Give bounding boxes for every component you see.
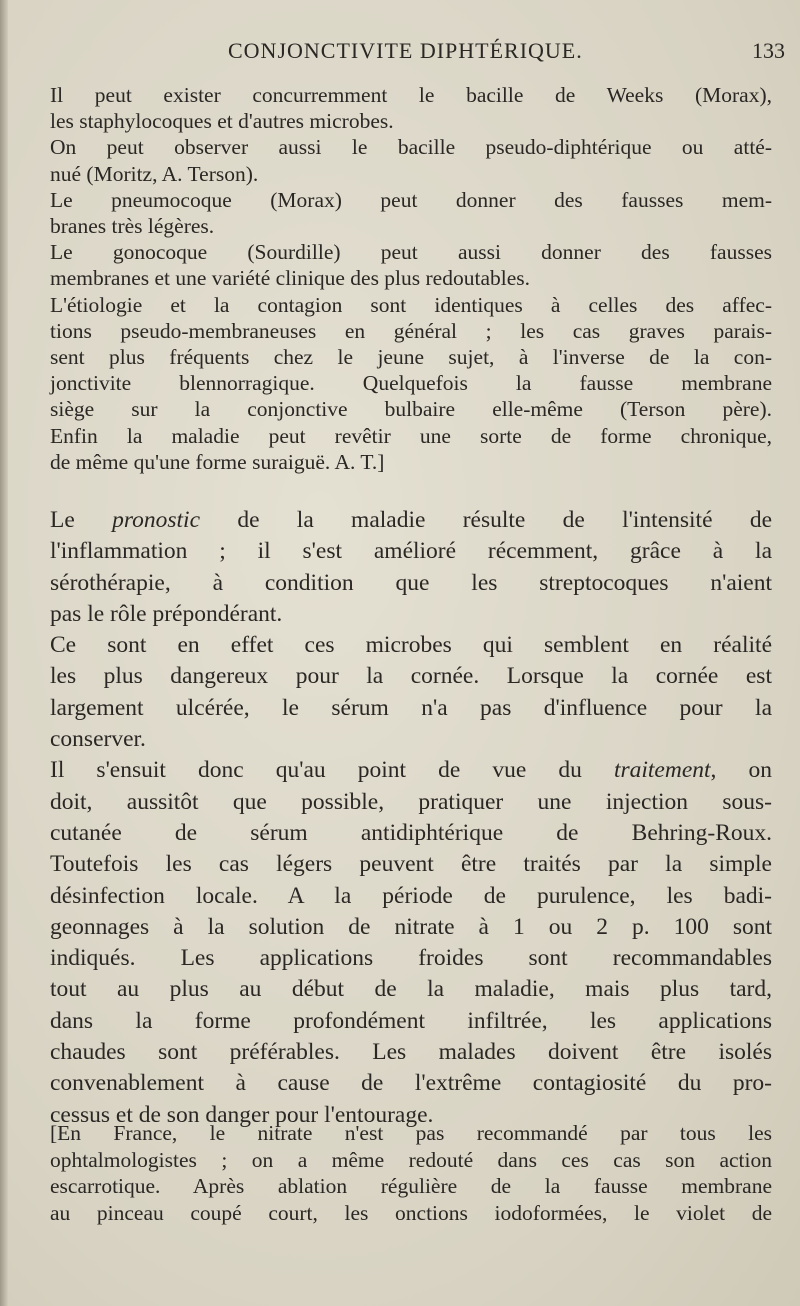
text-line: Toutefois les cas légers peuvent être traités par la simple (50, 851, 772, 878)
italic-term-traitement: traitement (613, 757, 711, 784)
text-line: Le pneumocoque (Morax) peut donner des fausses mem- (50, 187, 772, 212)
text-line: Le gonocoque (Sourdille) peut aussi donner des fausses (50, 240, 772, 265)
running-title: CONJONCTIVITE DIPHTÉRIQUE. (228, 38, 583, 63)
paragraph-france-note (50, 1120, 772, 1226)
text-line: au pinceau coupé court, les onctions iodoformées, le violet de (50, 1200, 772, 1225)
text-run: , on (710, 757, 772, 784)
text-line: les plus dangereux pour la cornée. Lorsque la cornée est (50, 663, 772, 690)
text-line (50, 505, 772, 536)
text-line: Enfin la maladie peut revêtir une sorte de forme chronique, (50, 423, 772, 448)
text-line: pas le rôle prépondérant. (50, 600, 283, 627)
text-line: L'étiologie et la contagion sont identiques à celles des affec- (50, 292, 772, 317)
text-line: conserver. (50, 726, 146, 753)
text-line: sent plus fréquents chez le jeune sujet, à l'inverse de la con- (50, 345, 772, 370)
text-line: les staphylocoques et d'autres microbes. (50, 109, 394, 134)
text-line: On peut observer aussi le bacille pseudo-diphtérique ou atté- (50, 135, 772, 160)
text-line: dans la forme profondément infiltrée, les applications (50, 1007, 772, 1034)
text-line: ophtalmologistes ; on a même redouté dans ces cas son action (50, 1147, 772, 1172)
text-line: chaudes sont préférables. Les malades doivent être isolés (50, 1039, 772, 1066)
text-line: siège sur la conjonctive bulbaire elle-même (Terson père). (50, 397, 772, 422)
paragraph-prognosis-treatment (50, 505, 772, 1131)
text-line: membranes et une variété clinique des plus redoutables. (50, 266, 531, 291)
text-line: sérothérapie, à condition que les streptocoques n'aient (50, 569, 772, 596)
text-line: largement ulcérée, le sérum n'a pas d'influence pour la (50, 694, 772, 721)
text-line: jonctivite blennorragique. Quelquefois la fausse membrane (50, 371, 772, 396)
text-line: doit, aussitôt que possible, pratiquer une injection sous- (50, 788, 772, 815)
text-line: branes très légères. (50, 214, 215, 239)
text-line: Il peut exister concurremment le bacille de Weeks (Morax), (50, 83, 772, 107)
text-line: Ce sont en effet ces microbes qui semblent en réalité (50, 632, 772, 659)
text-line: tions pseudo-membraneuses en général ; les cas graves parais- (50, 318, 772, 343)
text-line: convenablement à cause de l'extrême contagiosité du pro- (50, 1070, 772, 1097)
text-run: de la maladie résulte de l'intensité de (200, 507, 772, 533)
text-run: Il s'ensuit donc qu'au point de vue du (50, 757, 614, 784)
text-line: [En France, le nitrate n'est pas recommandé par tous les (50, 1121, 772, 1145)
text-line: cutanée de sérum antidiphtérique de Behring-Roux. (50, 819, 772, 846)
paragraph-etiology (50, 82, 772, 475)
text-line: indiqués. Les applications froides sont recommandables (50, 945, 772, 972)
page-binding-edge (0, 0, 8, 1306)
text-line: cessus et de son danger pour l'entourage. (50, 1101, 434, 1128)
text-line: l'inflammation ; il s'est amélioré récemment, grâce à la (50, 538, 772, 565)
text-line: de même qu'une forme suraiguë. A. T.] (50, 449, 385, 474)
text-line: escarrotique. Après ablation régulière de la fausse membrane (50, 1174, 772, 1198)
text-line (50, 755, 772, 786)
text-line: désinfection locale. A la période de purulence, les badi- (50, 882, 772, 909)
page-number: 133 (752, 38, 785, 63)
text-line: nué (Moritz, A. Terson). (50, 161, 259, 186)
text-line: tout au plus au début de la maladie, mais plus tard, (50, 976, 772, 1003)
running-header (228, 38, 796, 68)
italic-term-pronostic: pronostic (112, 507, 201, 533)
text-run: Le (50, 507, 113, 533)
text-line: geonnages à la solution de nitrate à 1 ou 2 p. 100 sont (50, 913, 772, 940)
